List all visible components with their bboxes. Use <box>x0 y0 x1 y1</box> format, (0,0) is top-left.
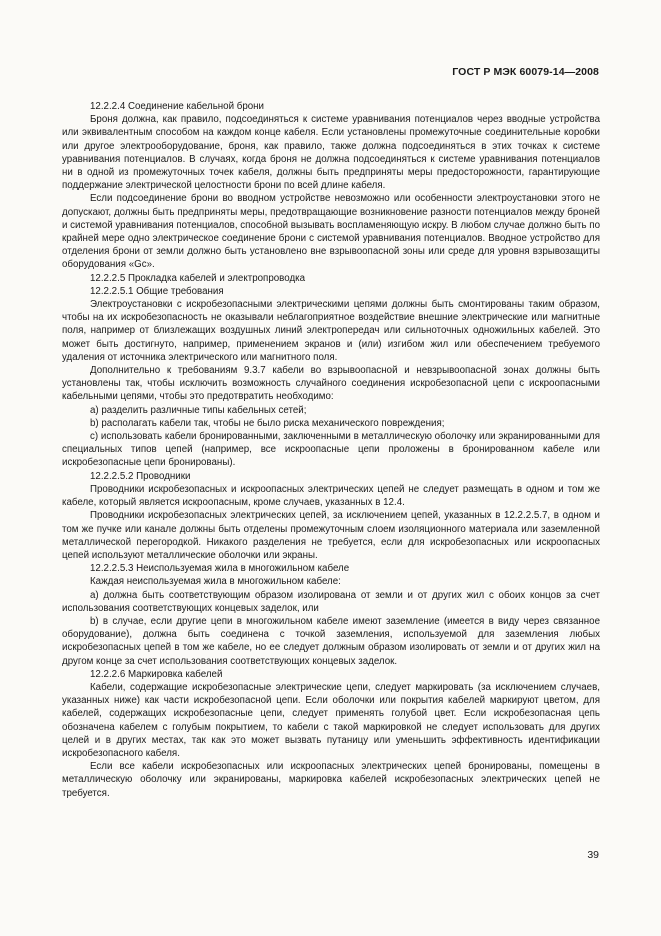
paragraph: Каждая неиспользуемая жила в многожильном кабеле: <box>90 576 341 588</box>
paragraph: Дополнительно к требованиям 9.3.7 кабели во взрывоопасной и невзрывоопасной зонах должны быть установлены так, чтобы исключить возможность случайного соединения искробезопасной цепи с искроопасными кабельными цепями, чтобы это предотвратить необходимо: <box>62 365 600 403</box>
list-item: а) должна быть соответствующим образом изолирована от земли и от других жил с обоих концов за счет использования соответствующих концевых заделок, или <box>62 589 600 614</box>
paragraph: Если все кабели искробезопасных или искроопасных электрических цепей бронированы, помещены в металлическую оболочку или экранированы, маркировка кабелей искробезопасных электрических цепей не требуется. <box>62 761 600 799</box>
paragraph: Проводники искробезопасных и искроопасных электрических цепей не следует размещать в одном и том же кабеле, который является искроопасным, кроме случаев, указанных в 12.4. <box>62 483 600 509</box>
document-designation: ГОСТ Р МЭК 60079-14—2008 <box>452 66 599 78</box>
list-item: а) разделить различные типы кабельных сетей; <box>90 404 307 416</box>
paragraph: Электроустановки с искробезопасными электрическими цепями должны быть смонтированы таким образом, чтобы на их искробезопасность не оказывали неблагоприятное воздействие внешние электрические или магнитные поля, например от близлежащих воздушных линий электропередач или сильноточных одножильных кабелей. Это может быть достигнуто, например, применением экранов и (или) изгибом жил или обеспечением требуемого удаления от источника электрического или магнитного поля. <box>62 299 600 363</box>
page-number: 39 <box>587 849 599 861</box>
heading-12-2-2-5-1: 12.2.2.5.1 Общие требования <box>90 285 224 297</box>
heading-12-2-2-4: 12.2.2.4 Соединение кабельной брони <box>90 101 264 112</box>
heading-12-2-2-5-2: 12.2.2.5.2 Проводники <box>90 470 191 482</box>
paragraph: Броня должна, как правило, подсоединяться к системе уравнивания потенциалов через вводные устройства или эквивалентным способом на каждом конце кабеля. Если установлены промежуточные соединительные коробки или другое электрооборудование, броня, как правило, также должна подсоединяться в этих точках к системе уравнивания потенциалов. В случаях, когда броня не должна подсоединяться к системе уравнивания потенциалов ни в одной из промежуточных точек кабеля, должны быть предприняты меры предосторожности, гарантирующие поддержание электрической целостности брони по всей длине кабеля. <box>62 114 600 192</box>
heading-12-2-2-5: 12.2.2.5 Прокладка кабелей и электропроводка <box>90 272 306 284</box>
paragraph: Если подсоединение брони во вводном устройстве невозможно или особенности электроустановки этого не допускают, должны быть предприняты меры, предотвращающие возникновение разности потенциалов между броней и системой уравнивания потенциалов, способной вызывать воспламеняющую искру. В любом случае должно быть по крайней мере одно электрическое соединение брони с системой уравнивания потенциалов. Вводное устройство для отделения брони от земли должно быть установлено вне взрывоопасной зоны или среде для уровня взрывозащиты оборудования «Gc». <box>62 193 600 271</box>
list-item: с) использовать кабели бронированными, заключенными в металлическую оболочку или экранированными для специальных типов цепей (например, все искроопасные цепи проложены в бронированном кабеле или искробезопасные цепи бронированы). <box>62 431 600 469</box>
heading-12-2-2-6: 12.2.2.6 Маркировка кабелей <box>90 668 223 680</box>
paragraph: Кабели, содержащие искробезопасные электрические цепи, следует маркировать (за исключением случаев, указанных ниже) как части искробезопасной цепи. Если оболочки или покрытия кабелей маркируют цветом, для кабелей, содержащих искробезопасные цепи, следует применять голубой цвет. Если искробезопасная цепь обозначена кабелем с голубым покрытием, то кабели с такой маркировкой не следует использовать для других целей и в других местах, так как это может вызвать путаницу или уменьшить эффективность идентификации искробезопасного кабеля. <box>62 681 600 759</box>
body-text <box>62 100 600 800</box>
list-item: b) в случае, если другие цепи в многожильном кабеле имеют заземление (имеется в виду через связанное оборудование), должна быть соединена с точкой заземления, используемой для заземления любых искробезопасных цепей в том же кабеле, но ее следует должным образом изолировать от земли и от других жил на другом конце за счет использования соответствующих концевых заделок. <box>62 615 600 667</box>
paragraph: Проводники искробезопасных электрических цепей, за исключением цепей, указанных в 12.2.2.5.7, в одном и том же пучке или канале должны быть отделены промежуточным слоем изоляционного материала или заземленной металлической перегородкой. Никакого разделения не требуется, если для искробезопасных или искроопасных цепей используют металлические оболочки или экраны. <box>62 510 600 561</box>
heading-12-2-2-5-3: 12.2.2.5.3 Неиспользуемая жила в многожильном кабеле <box>90 563 350 575</box>
list-item: b) располагать кабели так, чтобы не было риска механического повреждения; <box>90 417 445 429</box>
